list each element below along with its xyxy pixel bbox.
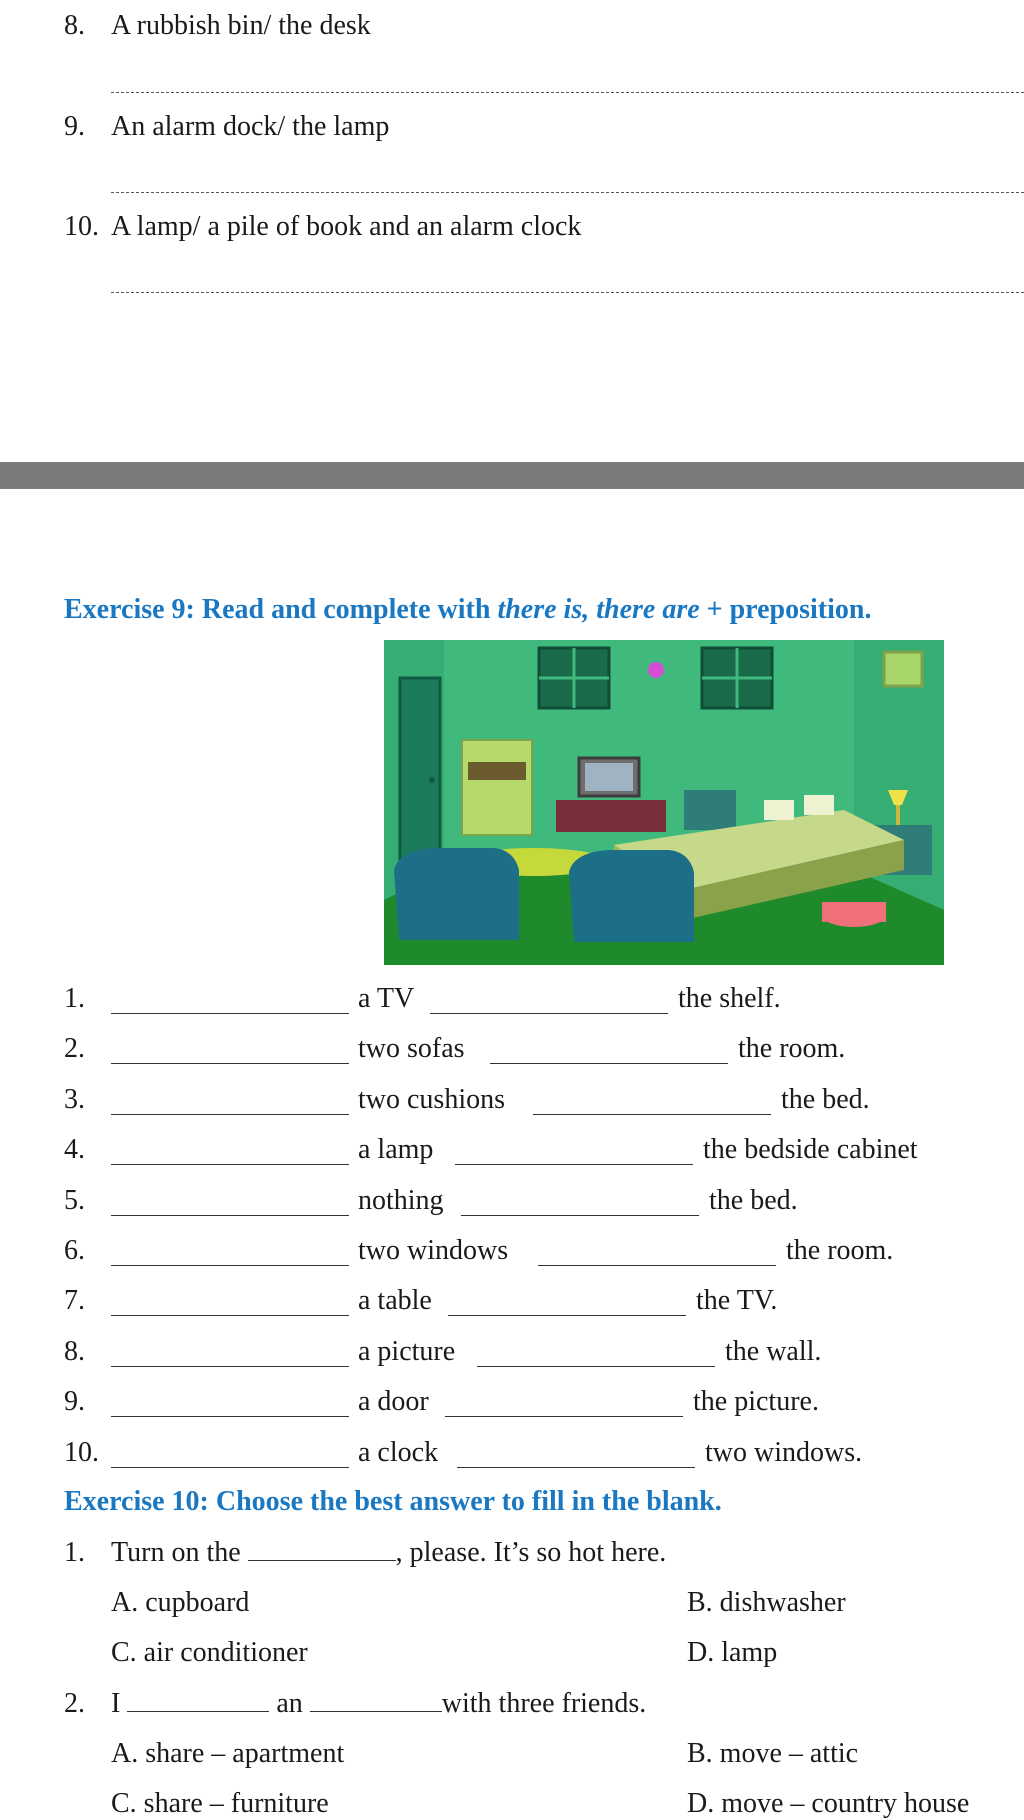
option-a[interactable]: A. cupboard bbox=[111, 1587, 250, 1618]
answer-line[interactable] bbox=[111, 292, 1024, 293]
answer-blank[interactable] bbox=[127, 1689, 269, 1712]
exercise-9-item-subject: a door bbox=[358, 1386, 429, 1418]
exercise-9-item-end: the bed. bbox=[781, 1083, 870, 1115]
answer-blank[interactable] bbox=[111, 1215, 349, 1216]
option-a[interactable]: A. share – apartment bbox=[111, 1738, 345, 1769]
item-number: 8. bbox=[64, 10, 85, 41]
answer-blank[interactable] bbox=[111, 1366, 349, 1367]
answer-blank[interactable] bbox=[455, 1164, 693, 1165]
exercise-9-item-subject: a picture bbox=[358, 1335, 456, 1367]
answer-blank[interactable] bbox=[111, 1164, 349, 1165]
exercise-9-item-subject: two sofas bbox=[358, 1033, 465, 1065]
exercise-9-item-subject: nothing bbox=[358, 1184, 444, 1216]
question-text bbox=[111, 1688, 646, 1720]
exercise-9-item-number: 1. bbox=[64, 983, 85, 1014]
item-text: An alarm dock/ the lamp bbox=[111, 111, 390, 142]
exercise-9-item-end: the bed. bbox=[709, 1184, 798, 1216]
answer-blank[interactable] bbox=[111, 1114, 349, 1115]
exercise-9-item-subject: a clock bbox=[358, 1436, 439, 1468]
item-number: 10. bbox=[64, 211, 99, 242]
option-d[interactable]: D. lamp bbox=[687, 1637, 778, 1668]
answer-blank[interactable] bbox=[111, 1063, 349, 1064]
exercise-9-title bbox=[64, 594, 871, 626]
answer-blank[interactable] bbox=[111, 1416, 349, 1417]
answer-blank[interactable] bbox=[111, 1315, 349, 1316]
exercise-9-item-end: the bedside cabinet bbox=[703, 1134, 918, 1166]
option-d[interactable]: D. move – country house bbox=[687, 1788, 970, 1819]
answer-blank[interactable] bbox=[111, 1467, 349, 1468]
answer-blank[interactable] bbox=[490, 1063, 728, 1064]
answer-blank[interactable] bbox=[533, 1114, 771, 1115]
exercise-9-item-end: the shelf. bbox=[678, 983, 781, 1014]
question-after: , please. It’s so hot here. bbox=[395, 1537, 667, 1568]
exercise-9-item-number: 9. bbox=[64, 1386, 85, 1418]
item-text: A rubbish bin/ the desk bbox=[111, 10, 371, 41]
answer-blank[interactable] bbox=[310, 1689, 442, 1712]
title-emphasis: there is, there are bbox=[497, 594, 700, 625]
exercise-9-item-number: 7. bbox=[64, 1285, 85, 1317]
exercise-9-item-subject: two cushions bbox=[358, 1083, 505, 1115]
question-number: 2. bbox=[64, 1688, 85, 1719]
answer-blank[interactable] bbox=[538, 1265, 776, 1266]
item-text: A lamp/ a pile of book and an alarm clock bbox=[111, 211, 582, 242]
exercise-9-item-end: two windows. bbox=[705, 1436, 863, 1468]
exercise-9-item-number: 10. bbox=[64, 1436, 99, 1468]
exercise-9-item-number: 6. bbox=[64, 1235, 85, 1266]
exercise-9-item-end: the picture. bbox=[693, 1386, 819, 1418]
answer-blank[interactable] bbox=[477, 1366, 715, 1367]
exercise-9-item-number: 8. bbox=[64, 1335, 85, 1367]
exercise-9-item-subject: two windows bbox=[358, 1235, 509, 1266]
exercise-9-item-subject: a table bbox=[358, 1285, 432, 1317]
answer-blank[interactable] bbox=[111, 1265, 349, 1266]
answer-blank[interactable] bbox=[448, 1315, 686, 1316]
exercise-9-item-number: 5. bbox=[64, 1184, 85, 1216]
question-number: 1. bbox=[64, 1537, 85, 1568]
exercise-9-item-subject: a TV bbox=[358, 983, 415, 1014]
answer-blank[interactable] bbox=[111, 1013, 349, 1014]
exercise-10-title: Exercise 10: Choose the best answer to fill in the blank. bbox=[64, 1486, 722, 1517]
answer-blank[interactable] bbox=[457, 1467, 695, 1468]
answer-blank[interactable] bbox=[248, 1538, 396, 1561]
exercise-9-item-number: 2. bbox=[64, 1033, 85, 1065]
exercise-9-item-end: the TV. bbox=[696, 1285, 778, 1317]
title-prefix: Exercise 9: Read and complete with bbox=[64, 594, 498, 625]
item-number: 9. bbox=[64, 111, 85, 142]
exercise-9-item-end: the room. bbox=[786, 1235, 894, 1266]
option-b[interactable]: B. dishwasher bbox=[687, 1587, 846, 1618]
exercise-9-item-number: 4. bbox=[64, 1134, 85, 1166]
page-divider bbox=[0, 462, 1024, 489]
answer-blank[interactable] bbox=[430, 1013, 668, 1014]
option-c[interactable]: C. share – furniture bbox=[111, 1788, 329, 1819]
title-suffix: + preposition. bbox=[699, 594, 872, 625]
room-illustration bbox=[384, 640, 944, 965]
answer-line[interactable] bbox=[111, 92, 1024, 93]
exercise-9-item-end: the wall. bbox=[725, 1335, 822, 1367]
answer-blank[interactable] bbox=[461, 1215, 699, 1216]
exercise-9-item-end: the room. bbox=[738, 1033, 846, 1065]
answer-line[interactable] bbox=[111, 192, 1024, 193]
question-before: Turn on the bbox=[111, 1537, 248, 1568]
option-c[interactable]: C. air conditioner bbox=[111, 1637, 308, 1668]
exercise-9-item-number: 3. bbox=[64, 1083, 85, 1115]
question-text bbox=[111, 1537, 666, 1569]
question-before: I bbox=[111, 1688, 128, 1719]
question-after: with three friends. bbox=[441, 1688, 647, 1719]
option-b[interactable]: B. move – attic bbox=[687, 1738, 859, 1769]
exercise-9-item-subject: a lamp bbox=[358, 1134, 434, 1166]
answer-blank[interactable] bbox=[445, 1416, 683, 1417]
question-middle: an bbox=[269, 1688, 310, 1719]
